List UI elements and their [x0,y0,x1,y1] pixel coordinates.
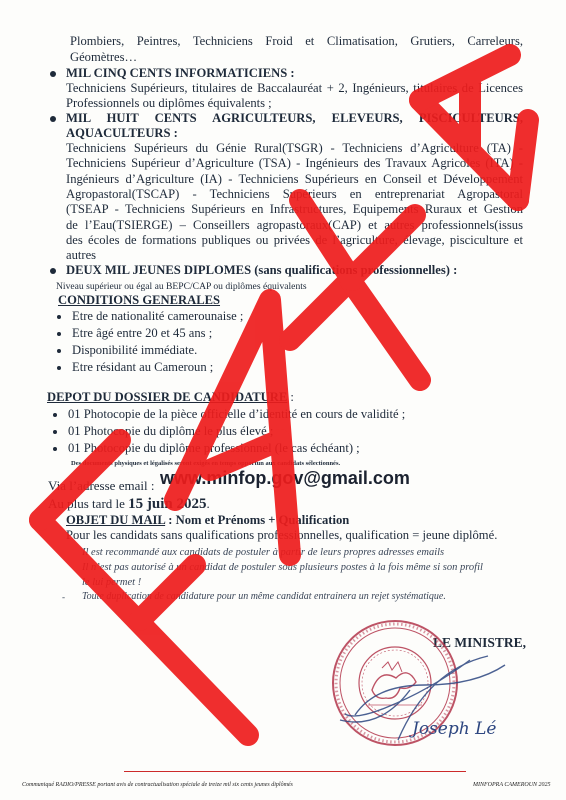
cat1-title: MIL CINQ CENTS INFORMATICIENS : [66,66,295,80]
deadline-suffix: . [206,496,210,511]
intro-line-2: Géomètres… [70,50,138,64]
deadline-date: 15 juin 2025 [128,496,207,512]
objet-value: : Nom et Prénoms + Qualification [165,513,350,527]
cat3-title: DEUX MIL JEUNES DIPLOMES (sans qualifications professionnelles) : [66,263,458,277]
footer-left: Communiqué RADIO/PRESSE portant avis de contractualisation spéciale de treize mil six cents jeunes diplômés [22,782,293,788]
depot-item: 01 Photocopie du diplôme le plus élevé ; [68,424,274,438]
cat2-title-2: AQUACULTEURS : [66,126,178,140]
objet-label: OBJET DU MAIL [66,513,166,527]
depot-heading-suffix: : [287,390,294,404]
condition-item: Etre résidant au Cameroun ; [72,360,214,374]
cat2-line-last: autres [66,248,97,262]
email-prefix: Via l’adresse email : [48,478,155,493]
depot-heading: DEPOT DU DOSSIER DE CANDIDATURE [47,390,288,404]
condition-item: Etre de nationalité camerounaise ; [72,309,244,323]
footer-rule [124,771,466,772]
note-3-dash: - [62,592,66,602]
cat3-sub: Niveau supérieur ou égal au BEPC/CAP ou diplômes équivalents [56,281,307,292]
cat2-line: Agropastoral(TSCAP) - Techniciens Supérieurs en entreprenariat Agropastoral [66,186,523,201]
cat2-line: Ingénieurs d’Agriculture (IA) - Techniciens Supérieurs en Conseil et Développement [66,171,523,186]
depot-note: Des documents physiques et légalisés seront exigés en temps opportun aux candidats sélectionnés. [71,460,341,467]
cat1-line-1: Techniciens Supérieurs, titulaires de Baccalauréat + 2, Ingénieurs, titulaires de Licences [66,81,523,95]
depot-item: 01 Photocopie de la pièce officielle d’identité en cours de validité ; [68,407,406,421]
note-2b: le lui permet ! [82,577,142,588]
deadline-prefix: Au plus tard le [48,496,125,511]
intro-line-1: Plombiers, Peintres, Techniciens Froid et Climatisation, Grutiers, Carreleurs, [70,34,523,48]
signature-name: Joseph Lé [412,719,497,739]
cat2-line: de l’Eau(TSIERGE) – Conseillers agropastoraux(CAP) et autres professionnels(issus [66,217,523,232]
cat2-line: Techniciens Supérieurs du Génie Rural(TSGR) - Techniciens d’Agriculture (TA) - [66,141,523,155]
cat1-line-2: Professionnels ou diplômes équivalents ; [66,96,272,110]
instruction-text: Pour les candidats sans qualifications professionnelles, qualification = jeune diplômé. [66,528,498,542]
condition-item: Etre âgé entre 20 et 45 ans ; [72,326,213,340]
condition-item: Disponibilité immédiate. [72,343,198,357]
note-3: Toute duplication de candidature pour un même candidat entrainera un rejet systématique. [82,591,446,602]
cat2-title-1: MIL HUIT CENTS AGRICULTEURS, ELEVEURS, PISCICULTEURS, [66,111,523,125]
cat2-line: (TSEAP - Techniciens Supérieurs en Infrastructures, Equipements Ruraux et Gestion [66,202,523,217]
note-2a: Il n’est pas autorisé à un candidat de postuler sous plusieurs postes à la fois même si son profil [82,562,483,573]
footer-right: MINFOPRA CAMEROUN 2025 [473,782,551,788]
email-link[interactable]: www.minfop.gov@gmail.com [160,468,410,488]
note-1: Il est recommandé aux candidats de postuler à partir de leurs propres adresses emails [82,547,445,558]
signature-title: LE MINISTRE, [433,635,527,650]
cat2-line: Techniciens Supérieur d’Agriculture (TSA) - Ingénieurs des Travaux Agricoles (ITA) - [66,156,523,171]
cat2-line: des écoles de formations publiques ou privées de l’agriculture, élevage, pisciculture et [66,232,523,247]
depot-item: 01 Photocopie du diplôme professionnel (le cas échéant) ; [68,441,360,455]
conditions-heading: CONDITIONS GENERALES [58,293,221,307]
